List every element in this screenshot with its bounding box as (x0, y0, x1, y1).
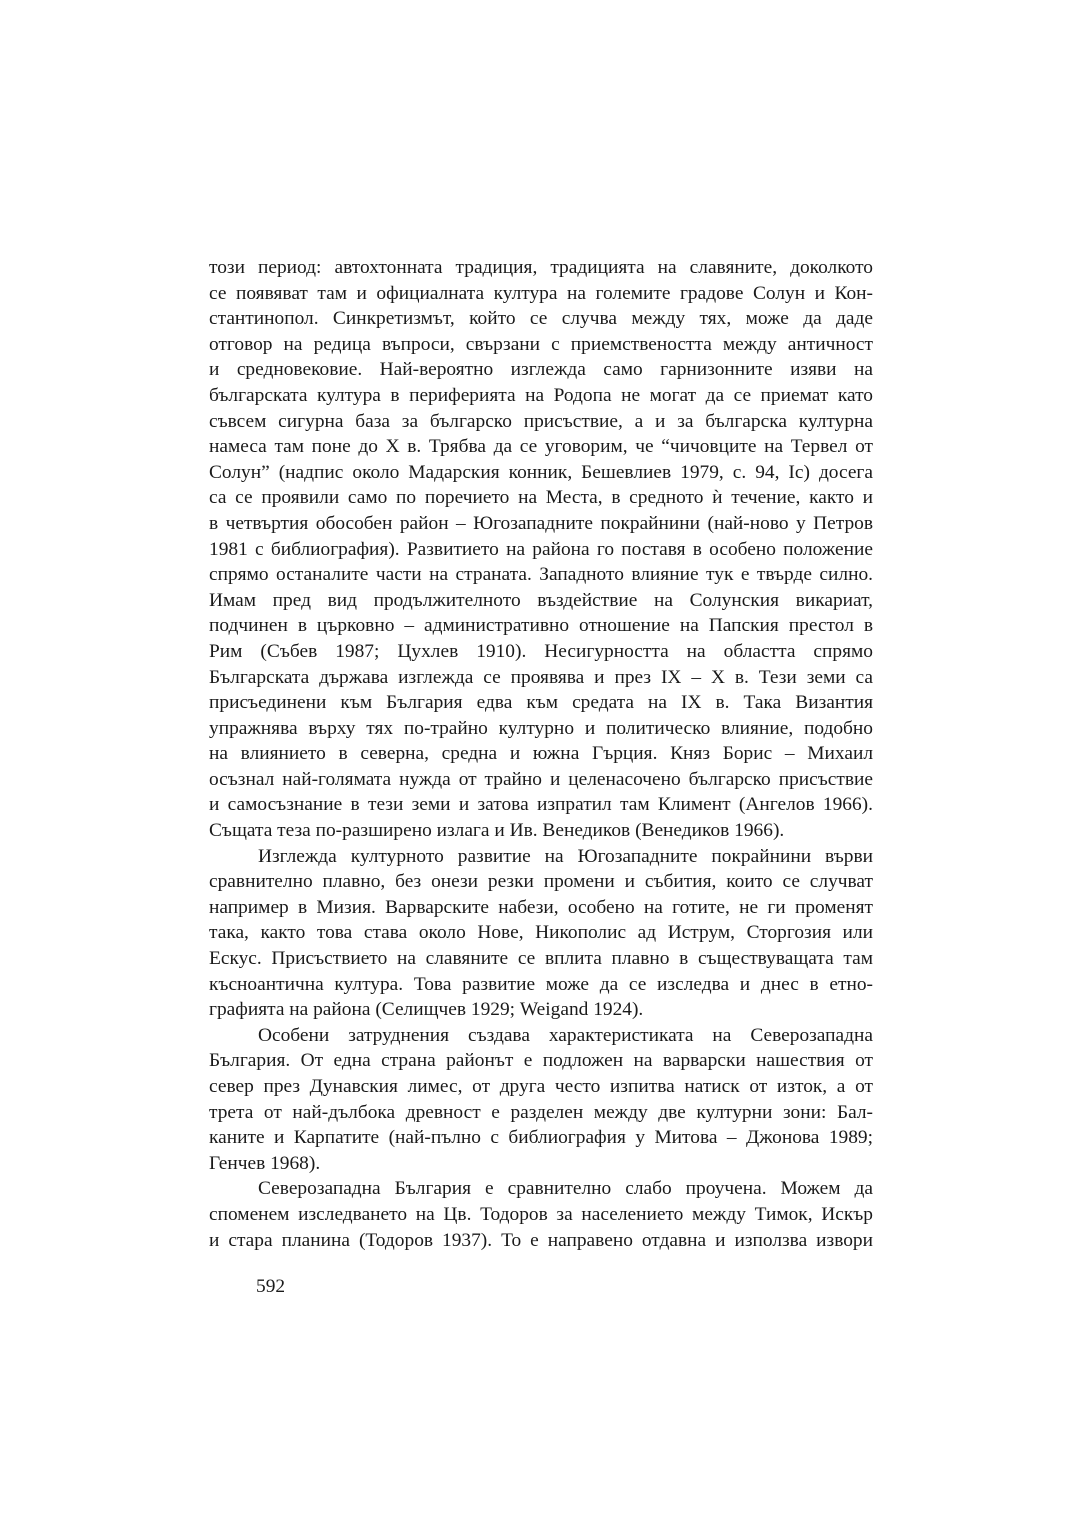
text-line: и стара планина (Тодоров 1937). То е направено отдавна и използва извори (209, 1229, 873, 1251)
text-line: в четвъртия обособен район – Югозападните покрайнини (най-ново у Петров (209, 512, 873, 534)
text-line: графията на района (Селищчев 1929; Weigand 1924). (209, 999, 644, 1021)
page-body (209, 255, 873, 1253)
text-line: Имам пред вид продължителното въздействие на Солунския викариат, (209, 589, 873, 611)
text-line: Генчев 1968). (209, 1152, 321, 1174)
text-line: Солун” (надпис около Мадарския конник, Бешевлиев 1979, с. 94, Iс) досега (209, 461, 873, 483)
text-line: Ескус. Присъствието на славяните се вплита плавно в съществуващата там (209, 948, 873, 970)
text-line: Особени затруднения създава характеристиката на Северозападна (258, 1024, 873, 1046)
text-line: българската култура в периферията на Родопа не могат да се приемат като (209, 384, 873, 406)
text-line: каните и Карпатите (най-пълно с библиография у Митова – Джонова 1989; (209, 1127, 873, 1149)
text-line: трета от най-дълбока древност е разделен между две културни зони: Бал- (209, 1101, 873, 1123)
text-line: Рим (Събев 1987; Цухлев 1910). Несигурността на областта спрямо (209, 640, 873, 662)
text-line: Българската държава изглежда се проявява и през IX – X в. Тези земи са (209, 666, 873, 688)
text-line: Същата теза по-разширено излага и Ив. Венедиков (Венедиков 1966). (209, 820, 785, 842)
paragraph (209, 255, 873, 844)
text-line: 1981 с библиография). Развитието на района го поставя в особено положение (209, 538, 873, 560)
text-line: късноантична култура. Това развитие може да се изследва и днес в етно- (209, 973, 873, 995)
text-line: са се проявили само по поречието на Места, в средното ѝ течение, както и (209, 487, 873, 509)
text-line: споменем изследването на Цв. Тодоров за населението между Тимок, Искър (209, 1203, 873, 1225)
text-line: подчинен в църковно – административно отношение на Папския престол в (209, 615, 873, 637)
text-line: север през Дунавския лимес, от друга често изпитва натиск от изток, а от (209, 1076, 873, 1097)
text-line: стантинопол. Синкретизмът, който се случва между тях, може да даде (209, 308, 873, 330)
text-line: този период: автохтонната традиция, традицията на славяните, доколкото (209, 257, 873, 278)
text-line: упражнява върху тях по-трайно културно и политическо влияние, подобно (209, 717, 873, 739)
text-line: и средновековие. Най-вероятно изглежда само гарнизонните изяви на (209, 359, 873, 381)
text-line: съвсем сигурна база за българско присъствие, а и за българска културна (209, 410, 873, 432)
page-number: 592 (256, 1276, 286, 1297)
text-line: така, както това става около Нове, Никополис ад Иструм, Сторгозия или (209, 922, 873, 944)
paragraph (209, 1023, 873, 1177)
text-line: се появяват там и официалната култура на големите градове Солун и Кон- (209, 282, 873, 304)
text-line: сравнително плавно, без онези резки промени и събития, които се случват (209, 871, 873, 893)
paragraph (209, 844, 873, 1023)
text-line: спрямо останалите части на страната. Западното влияние тук е твърде силно. (209, 564, 873, 586)
text-line: Изглежда културното развитие на Югозападните покрайнини върви (258, 845, 873, 867)
text-line: намеса там поне до X в. Трябва да се уговорим, че “чичовците на Тервел от (209, 436, 873, 458)
text-line: например в Мизия. Варварските набези, особено на готите, не ги променят (209, 896, 873, 918)
text-line: на влиянието в северна, средна и южна Гърция. Княз Борис – Михаил (209, 743, 873, 765)
paragraph (209, 1176, 873, 1253)
text-line: отговор на редица въпроси, свързани с приемствеността между античност (209, 333, 873, 355)
text-line: България. От една страна районът е подложен на варварски нашествия от (209, 1050, 873, 1072)
text-line: осъзнал най-голямата нужда от трайно и целенасочено българско присъствие (209, 768, 873, 790)
text-line: Северозападна България е сравнително слабо проучена. Можем да (258, 1178, 873, 1200)
text-line: и самосъзнание в тези земи и затова изпратил там Климент (Ангелов 1966). (209, 794, 873, 816)
text-line: присъединени към България едва към средата на IX в. Така Византия (209, 692, 873, 714)
